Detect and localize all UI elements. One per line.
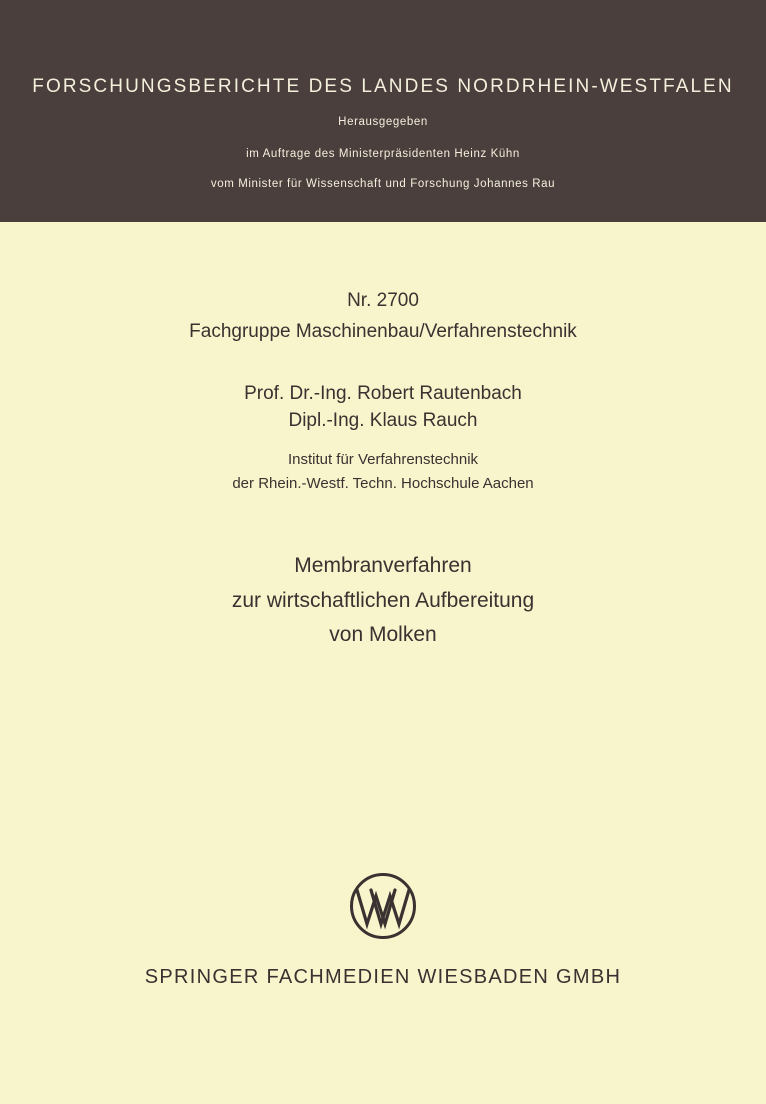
book-title-line-1: Membranverfahren xyxy=(294,554,472,577)
book-title-line-3: von Molken xyxy=(329,623,437,646)
editor-line-1: Herausgegeben xyxy=(338,116,428,128)
report-group: Fachgruppe Maschinenbau/Verfahrenstechnik xyxy=(189,321,577,342)
editor-line-3: vom Minister für Wissenschaft und Forschung Johannes Rau xyxy=(210,178,556,190)
institute-line-1: Institut für Verfahrenstechnik xyxy=(287,451,479,468)
author-2: Dipl.-Ing. Klaus Rauch xyxy=(288,410,478,431)
author-1: Prof. Dr.-Ing. Robert Rautenbach xyxy=(244,383,522,404)
springer-fachmedien-ww-logo-icon xyxy=(349,872,417,940)
editor-line-2: im Auftrage des Ministerpräsidenten Heinz Kühn xyxy=(246,148,520,160)
institute-line-2: der Rhein.-Westf. Techn. Hochschule Aachen xyxy=(232,475,534,492)
series-title: FORSCHUNGSBERICHTE DES LANDES NORDRHEIN-WESTFALEN xyxy=(32,76,734,97)
report-number: Nr. 2700 xyxy=(347,290,419,311)
book-title-line-2: zur wirtschaftlichen Aufbereitung xyxy=(231,589,535,612)
publisher-name: SPRINGER FACHMEDIEN WIESBADEN GMBH xyxy=(144,966,622,988)
series-header-band xyxy=(0,0,766,222)
